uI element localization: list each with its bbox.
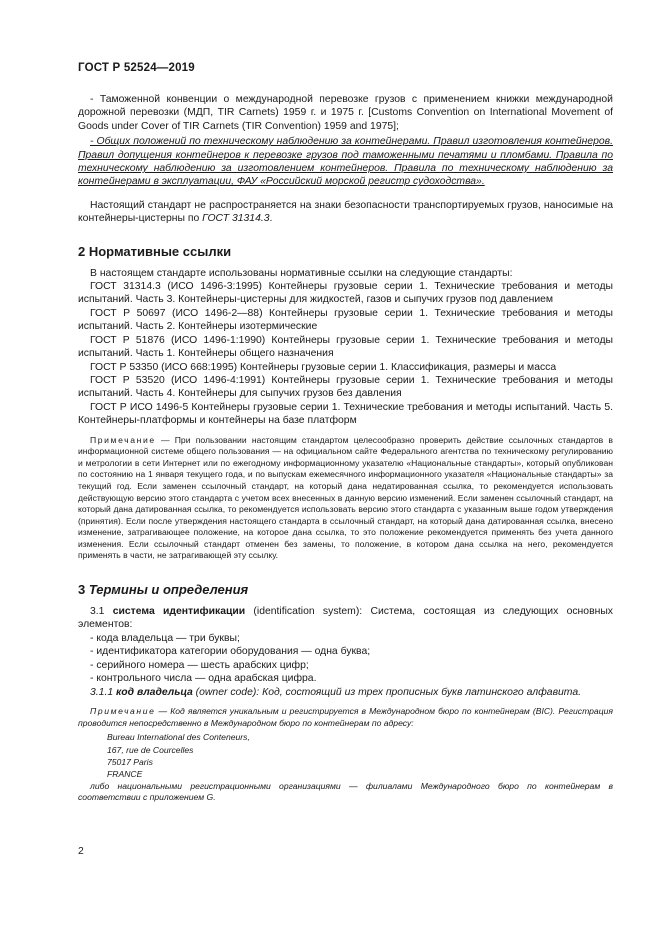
term-list-item: - контрольного числа — одна арабская цифра. [90, 673, 317, 685]
term-3-1 [78, 605, 613, 632]
intro-item-tir: - Таможенной конвенции о международной перевозке грузов с применением книжки международной дорожной перевозки (МДП, TIR Carnets) 1959 г. и 1975 г. [Customs Convention on International Movement of Goods under Cover of TIR Carnets (TIR Convention) 1959 and 1975]; [78, 94, 613, 132]
term-list-item: - серийного номера — шесть арабских цифр; [90, 659, 309, 671]
page-content [78, 93, 613, 804]
address-line: FRANCE [107, 769, 143, 780]
term-list-item: - кода владельца — три буквы; [90, 632, 240, 644]
section-3-title [78, 582, 613, 597]
bic-address [78, 731, 613, 781]
scope-text: Настоящий стандарт не распространяется на знаки безопасности транспортируемых грузов, наносимые на контейнеры-цистерны по [78, 199, 613, 225]
term-name: система идентификации [112, 606, 246, 618]
normative-ref: ГОСТ Р 53350 (ИСО 668:1995) Контейнеры грузовые серии 1. Классификация, размеры и масса [90, 361, 557, 373]
subterm-definition: (owner code): Код, состоящий из трех прописных букв латинского алфавита. [192, 686, 581, 698]
subterm-name: код владельца [116, 686, 193, 698]
scope-paragraph [78, 199, 613, 226]
section-3-number: 3 [78, 582, 86, 598]
page-number: 2 [78, 846, 84, 857]
address-line: Bureau International des Conteneurs, [107, 732, 250, 743]
note-label: Примечание [90, 705, 156, 716]
address-line: 75017 Paris [107, 756, 153, 767]
normative-ref: ГОСТ Р 51876 (ИСО 1496-1:1990) Контейнеры грузовые серии 1. Технические требования и методы испытаний. Часть 1. Контейнеры общего назначения [78, 334, 613, 360]
section-2-lead: В настоящем стандарте использованы нормативные ссылки на следующие стандарты: [90, 267, 513, 279]
normative-ref: ГОСТ Р 50697 (ИСО 1496-2—88) Контейнеры грузовые серии 1. Технические требования и методы испытаний. Часть 2. Контейнеры изотермические [78, 307, 613, 333]
section-3-heading: Термины и определения [88, 582, 249, 598]
section-2-title: 2 Нормативные ссылки [78, 243, 232, 259]
standard-header: ГОСТ Р 52524—2019 [78, 62, 195, 74]
scope-end: . [269, 213, 273, 225]
normative-ref: ГОСТ 31314.3 (ИСО 1496-3:1995) Контейнеры грузовые серии 1. Технические требования и методы испытаний. Часть 3. Контейнеры-цистерны для жидкостей, газов и сыпучих грузов под давлением [78, 281, 613, 306]
note-label: Примечание [90, 434, 156, 445]
normative-ref: ГОСТ Р 53520 (ИСО 1496-4:1991) Контейнеры грузовые серии 1. Технические требования и методы испытаний. Часть 4. Контейнеры для сыпучих грузов без давления [78, 374, 613, 400]
section-3-note-end: либо национальными регистрационными организациями — филиалами Международного бюро по контейнерам в соответствии с приложением G. [78, 780, 613, 803]
term-list-item: - идентификатора категории оборудования — одна буква; [90, 646, 371, 658]
address-line: 167, rue de Courcelles [107, 744, 194, 755]
note-text: — Код является уникальным и регистрируется в Международном бюро по контейнерам (BIC). Регистрация проводится непосредственно в Международном бюро по контейнерам по адресу: [78, 705, 613, 728]
term-definition: (identification system): Система, состоящая из следующих основных элементов: [78, 606, 613, 631]
section-3-note [78, 706, 613, 729]
scope-reference: ГОСТ 31314.3 [202, 213, 270, 225]
normative-ref: ГОСТ Р ИСО 1496-5 Контейнеры грузовые серии 1. Технические требования и методы испытаний. Часть 5. Контейнеры-платформы и контейнеры на базе платформ [78, 401, 613, 427]
section-2-note [78, 435, 613, 563]
register-reference: - Общих положений по техническому наблюдению за контейнерами. Правил изготовления контейнеров. Правил допущения контейнеров к перевозке грузов под таможенными печатями и пломбами. Правила по техническому наблюдению за изготовлением контейнеров. Правила по техническому наблюдению за контейнерами в эксплуатации, ФАУ «Российский морской регистр судоходства». [78, 136, 613, 188]
term-3-1-1 [78, 686, 613, 699]
subterm-number: 3.1.1 [90, 686, 114, 698]
note-text: — При пользовании настоящим стандартом целесообразно проверить действие ссылочных стандартов в информационной системе общего пользования — на официальном сайте Федерального агентства по техническому регулированию и метрологии в сети Интернет или по ежегодному информационному указателю «Национальные стандарты», который опубликован по состоянию на 1 января текущего года, и по выпускам ежемесячного информационного указателя «Национальные стандарты» за текущий год. Если заменен ссылочный стандарт, на который дана недатированная ссылка, то рекомендуется использовать действующую версию этого стандарта с учетом всех внесенных в данную версию изменений. Если заменен ссылочный стандарт, на который дана датированная ссылка, то рекомендуется использовать версию этого стандарта с указанным выше годом утверждения (принятия). Если после утверждения настоящего стандарта в ссылочный стандарт, на который дана датированная ссылка, внесено изменение, затрагивающее положение, на которое дана ссылка, то это положение рекомендуется применять без учета данного изменения. Если ссылочный стандарт отменен без замены, то положение, в котором дана ссылка на него, рекомендуется применять в части, не затрагивающей эту ссылку. [78, 434, 613, 561]
intro-item-register [78, 135, 613, 189]
term-number: 3.1 [90, 606, 105, 618]
